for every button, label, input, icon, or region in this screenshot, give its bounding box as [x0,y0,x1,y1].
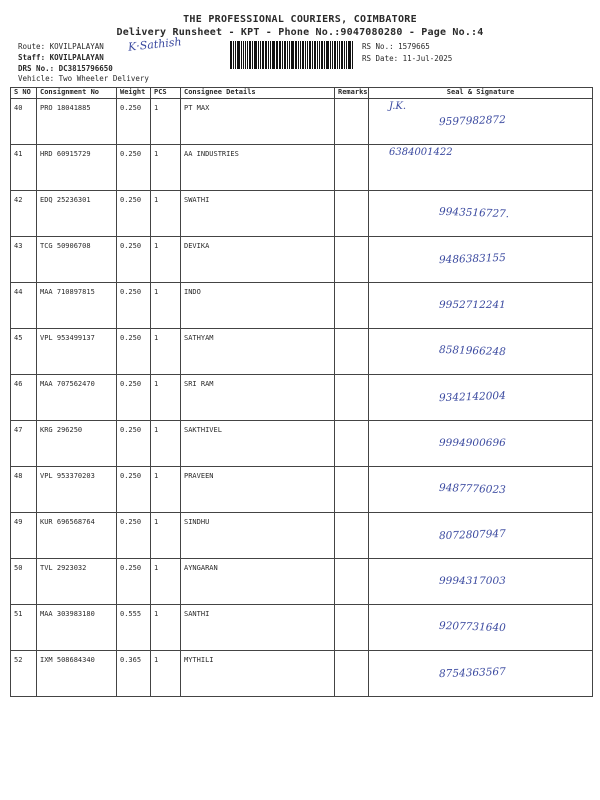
cell-remarks [335,651,369,697]
barcode-bar [276,41,277,69]
barcode-bar [352,41,353,69]
barcode [230,41,354,69]
cell-signature [369,513,593,559]
cell-consignment: TVL 2923032 [37,559,117,605]
cell-consignee: PT MAX [181,99,335,145]
barcode-bar [348,41,351,69]
barcode-bar [230,41,232,69]
cell-remarks [335,283,369,329]
company-title: THE PROFESSIONAL COURIERS, COIMBATORE [183,14,417,25]
signature-text: 6384001422 [389,147,453,158]
signature-phone: 9486383155 [438,251,507,267]
cell-sno: 44 [11,283,37,329]
cell-remarks [335,559,369,605]
cell-weight: 0.250 [117,329,151,375]
table-row [11,237,593,283]
cell-weight: 0.250 [117,513,151,559]
barcode-bar [287,41,288,69]
route-label: Route: [18,42,46,51]
cell-weight: 0.365 [117,651,151,697]
barcode-bar [237,41,240,69]
staff-value: KOVILPALAYAN [49,53,104,62]
col-header-remarks: Remarks [335,88,369,99]
barcode-bar [312,41,313,69]
cell-pcs: 1 [151,329,181,375]
cell-weight: 0.250 [117,99,151,145]
cell-remarks [335,99,369,145]
barcode-bar [279,41,281,69]
cell-consignment: VPL 953370203 [37,467,117,513]
cell-pcs: 1 [151,283,181,329]
signature-phone: 8072807947 [438,527,507,543]
barcode-bar [309,41,312,69]
cell-consignment: EDQ 25236301 [37,191,117,237]
barcode-bar [332,41,333,69]
cell-signature [369,467,593,513]
route-line [18,42,104,51]
cell-signature [369,145,593,191]
cell-signature [369,651,593,697]
signature-phone: 9487776023 [438,481,507,497]
barcode-bar [300,41,301,69]
col-header-pcs: PCS [151,88,181,99]
cell-remarks [335,237,369,283]
barcode-bar [302,41,304,69]
cell-weight: 0.250 [117,467,151,513]
cell-sno: 42 [11,191,37,237]
cell-signature [369,283,593,329]
signature-phone: 8581966248 [438,343,507,359]
barcode-bar [262,41,264,69]
runsheet-subtitle: Delivery Runsheet - KPT - Phone No.:9047080280 - Page No.:4 [116,27,484,38]
cell-sno: 43 [11,237,37,283]
cell-remarks [335,421,369,467]
table-row [11,283,593,329]
cell-weight: 0.250 [117,283,151,329]
rs-no-value: 1579665 [398,42,430,51]
cell-remarks [335,329,369,375]
cell-signature [369,99,593,145]
table-row [11,559,593,605]
cell-consignee: SWATHI [181,191,335,237]
barcode-bar [298,41,299,69]
cell-pcs: 1 [151,237,181,283]
table-row [11,99,593,145]
cell-pcs: 1 [151,191,181,237]
table-row [11,605,593,651]
cell-consignment: VPL 953499137 [37,329,117,375]
barcode-bar [270,41,271,69]
cell-consignment: PRO 18041885 [37,99,117,145]
signature-phone: 9994900696 [439,437,506,449]
barcode-bar [272,41,275,69]
barcode-bar [289,41,290,69]
barcode-bar [284,41,286,69]
cell-consignee: INDO [181,283,335,329]
cell-weight: 0.250 [117,237,151,283]
cell-consignment: MAA 710897815 [37,283,117,329]
barcode-bar [317,41,318,69]
barcode-bar [233,41,234,69]
route-value: KOVILPALAYAN [49,42,104,51]
cell-remarks [335,191,369,237]
cell-weight: 0.250 [117,559,151,605]
cell-sno: 51 [11,605,37,651]
cell-sno: 45 [11,329,37,375]
cell-pcs: 1 [151,421,181,467]
cell-consignment: MAA 303983180 [37,605,117,651]
cell-sno: 46 [11,375,37,421]
barcode-bar [307,41,308,69]
barcode-bar [260,41,261,69]
rs-date-value: 11-Jul-2025 [402,54,453,63]
cell-consignee: MYTHILI [181,651,335,697]
signature-phone: 9994317003 [439,575,506,587]
rs-date-line [362,54,452,63]
cell-sno: 48 [11,467,37,513]
cell-sno: 40 [11,99,37,145]
cell-signature [369,605,593,651]
cell-pcs: 1 [151,99,181,145]
barcode-bar [305,41,306,69]
cell-remarks [335,605,369,651]
col-header-signature: Seal & Signature [369,88,593,99]
barcode-bar [341,41,343,69]
col-header-sno: S NO [11,88,37,99]
cell-signature [369,329,593,375]
cell-remarks [335,467,369,513]
cell-weight: 0.250 [117,375,151,421]
table-row [11,421,593,467]
cell-pcs: 1 [151,467,181,513]
barcode-bar [249,41,251,69]
cell-consignment: KRG 296250 [37,421,117,467]
cell-consignee: AA INDUSTRIES [181,145,335,191]
table-row [11,329,593,375]
col-header-consignment: Consignment No [37,88,117,99]
cell-weight: 0.250 [117,191,151,237]
cell-signature [369,559,593,605]
barcode-bar [258,41,259,69]
vehicle-value: Two Wheeler Delivery [58,74,149,83]
table-row [11,375,593,421]
cell-consignment: MAA 707562470 [37,375,117,421]
col-header-consignee: Consignee Details [181,88,335,99]
cell-remarks [335,513,369,559]
vehicle-line [18,74,149,83]
rs-no-line [362,42,430,51]
cell-consignment: KUR 696568764 [37,513,117,559]
cell-consignee: SANTHI [181,605,335,651]
barcode-bar [346,41,347,69]
barcode-bar [268,41,269,69]
drs-value: DC3815796650 [58,64,113,73]
barcode-bar [334,41,336,69]
signature-phone: 9943516727. [438,205,510,221]
barcode-bar [344,41,345,69]
cell-consignee: SATHYAM [181,329,335,375]
cell-sno: 49 [11,513,37,559]
cell-pcs: 1 [151,651,181,697]
barcode-bar [241,41,242,69]
barcode-bar [339,41,341,69]
cell-consignee: SINDHU [181,513,335,559]
barcode-bar [324,41,325,69]
barcode-bar [254,41,257,69]
cell-pcs: 1 [151,375,181,421]
cell-pcs: 1 [151,513,181,559]
cell-sno: 41 [11,145,37,191]
cell-remarks [335,375,369,421]
table-row [11,513,593,559]
barcode-bar [282,41,283,69]
signature-phone: 9207731640 [438,619,507,635]
drs-label: DRS No.: [18,64,55,73]
table-row [11,191,593,237]
cell-signature [369,191,593,237]
cell-consignee: SRI RAM [181,375,335,421]
cell-remarks [335,145,369,191]
cell-pcs: 1 [151,559,181,605]
barcode-bar [265,41,267,69]
table-row [11,467,593,513]
signature-text: J.K. [389,101,407,112]
barcode-bar [243,41,245,69]
barcode-bar [314,41,316,69]
vehicle-label: Vehicle: [18,74,55,83]
cell-pcs: 1 [151,605,181,651]
table-row [11,651,593,697]
cell-consignee: PRAVEEN [181,467,335,513]
col-header-weight: Weight [117,88,151,99]
cell-sno: 47 [11,421,37,467]
cell-weight: 0.555 [117,605,151,651]
signature-phone: 9952712241 [439,299,506,311]
staff-signature: K·Sathish [127,35,183,54]
cell-signature [369,421,593,467]
runsheet-table [10,87,593,697]
barcode-bar [330,41,331,69]
cell-consignment: TCG 50906708 [37,237,117,283]
cell-weight: 0.250 [117,145,151,191]
cell-consignment: HRD 60915729 [37,145,117,191]
cell-consignee: SAKTHIVEL [181,421,335,467]
barcode-bar [235,41,236,69]
cell-sno: 52 [11,651,37,697]
rs-no-label: RS No.: [362,42,394,51]
staff-line [18,53,104,62]
signature-phone: 8754363567 [438,665,507,681]
cell-signature [369,375,593,421]
cell-consignee: DEVIKA [181,237,335,283]
signature-phone: 9342142004 [438,389,507,405]
barcode-bar [337,41,338,69]
table-header-row [11,88,593,99]
barcode-bar [291,41,294,69]
staff-label: Staff: [18,53,46,62]
barcode-bar [319,41,320,69]
cell-consignee: AYNGARAN [181,559,335,605]
barcode-bar [326,41,329,69]
drs-line [18,64,113,73]
barcode-bar [252,41,253,69]
barcode-bar [245,41,246,69]
barcode-bar [295,41,297,69]
cell-signature [369,237,593,283]
table-row [11,145,593,191]
signature-phone: 9597982872 [438,113,507,129]
barcode-bar [321,41,323,69]
cell-consignment: IXM 508684340 [37,651,117,697]
rs-date-label: RS Date: [362,54,399,63]
cell-weight: 0.250 [117,421,151,467]
cell-pcs: 1 [151,145,181,191]
barcode-bar [277,41,278,69]
cell-sno: 50 [11,559,37,605]
barcode-bar [247,41,248,69]
